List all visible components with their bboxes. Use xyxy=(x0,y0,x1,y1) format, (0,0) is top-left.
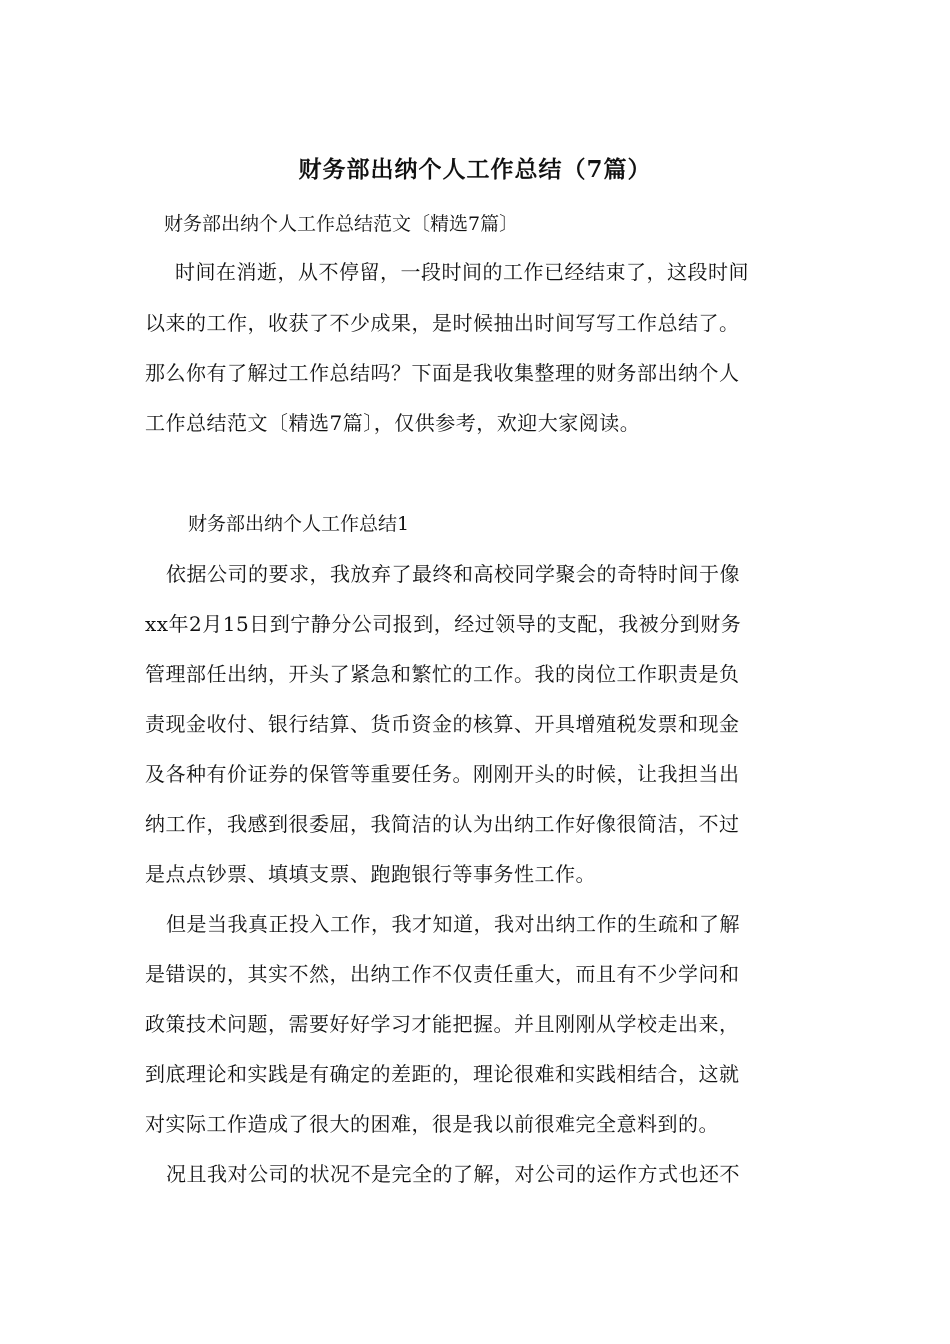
section-heading: 财务部出纳个人工作总结1 xyxy=(188,513,410,535)
intro-line: 那么你有了解过工作总结吗？下面是我收集整理的财务部出纳个人 xyxy=(145,361,740,385)
paragraph-line: 管理部任出纳，开头了紧急和繁忙的工作。我的岗位工作职责是负 xyxy=(145,662,740,686)
paragraph-line: 纳工作，我感到很委屈，我简洁的认为出纳工作好像很简洁，不过 xyxy=(145,812,740,836)
document-title: 财务部出纳个人工作总结（7篇） xyxy=(298,156,652,183)
paragraph-line: 责现金收付、银行结算、货币资金的核算、开具增殖税发票和现金 xyxy=(145,712,740,736)
intro-line: 工作总结范文〔精选7篇〕，仅供参考，欢迎大家阅读。 xyxy=(145,411,641,435)
paragraph-line: 及各种有价证券的保管等重要任务。刚刚开头的时候，让我担当出 xyxy=(145,762,740,786)
paragraph-line: 是错误的，其实不然，出纳工作不仅责任重大，而且有不少学问和 xyxy=(145,962,740,986)
paragraph-line: 到底理论和实践是有确定的差距的，理论很难和实践相结合，这就 xyxy=(145,1062,740,1086)
document-subtitle: 财务部出纳个人工作总结范文〔精选7篇〕 xyxy=(164,213,519,235)
intro-line: 时间在消逝，从不停留，一段时间的工作已经结束了，这段时间 xyxy=(175,260,749,284)
paragraph-line: 是点点钞票、填填支票、跑跑银行等事务性工作。 xyxy=(145,862,596,886)
paragraph-line: 对实际工作造成了很大的困难，很是我以前很难完全意料到的。 xyxy=(145,1112,719,1136)
paragraph-line: 依据公司的要求，我放弃了最终和高校同学聚会的奇特时间于像 xyxy=(166,562,740,586)
paragraph-line: 政策技术问题，需要好好学习才能把握。并且刚刚从学校走出来， xyxy=(145,1012,740,1036)
intro-line: 以来的工作，收获了不少成果，是时候抽出时间写写工作总结了。 xyxy=(145,311,740,335)
paragraph-line: 但是当我真正投入工作，我才知道，我对出纳工作的生疏和了解 xyxy=(166,912,740,936)
paragraph-line: xx年2月15日到宁静分公司报到，经过领导的支配，我被分到财务 xyxy=(145,612,742,636)
paragraph-line: 况且我对公司的状况不是完全的了解，对公司的运作方式也还不 xyxy=(166,1162,740,1186)
